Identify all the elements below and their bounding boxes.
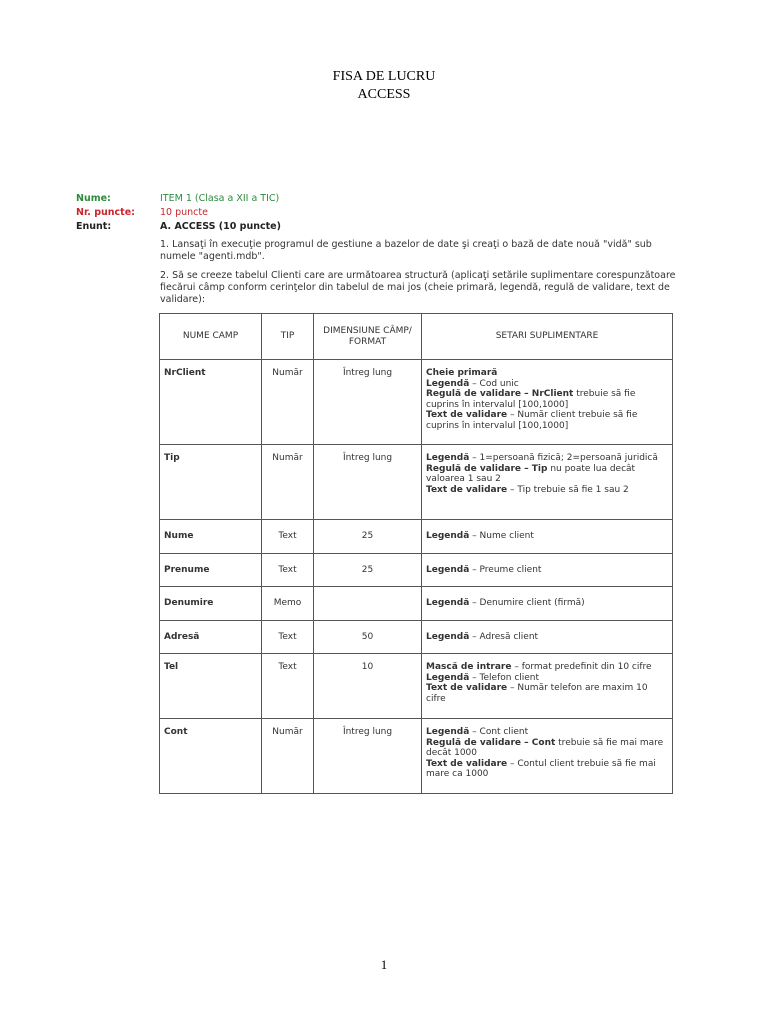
field-size: 25 [314, 554, 422, 587]
table-row [160, 554, 673, 587]
meta-nume-label: Nume: [76, 193, 111, 204]
settings-text: – Număr client trebuie să fie cuprins în intervalul [100,1000] [426, 410, 638, 431]
table-row [160, 520, 673, 554]
field-size: 50 [314, 621, 422, 654]
settings-text: – Tip trebuie să fie 1 sau 2 [507, 484, 629, 495]
field-name: Cont [160, 719, 262, 794]
field-name: Adresă [160, 621, 262, 654]
header-tip: TIP [262, 314, 314, 360]
field-settings [422, 520, 673, 554]
structure-table [159, 313, 673, 794]
field-settings [422, 719, 673, 794]
field-name: Prenume [160, 554, 262, 587]
settings-bold: Regulă de validare – NrClient [426, 389, 574, 399]
settings-bold: Legendă [426, 564, 470, 575]
settings-text: – Contul client trebuie să fie mai mare ca 1000 [426, 758, 656, 779]
meta-nume [76, 192, 279, 205]
meta-puncte-label: Nr. puncte: [76, 207, 135, 218]
field-settings [422, 621, 673, 654]
field-name: Denumire [160, 587, 262, 621]
meta-enunt [76, 220, 281, 233]
settings-bold: Regulă de validare – Cont [426, 737, 556, 748]
field-type: Număr [262, 360, 314, 445]
field-name: Tel [160, 654, 262, 719]
field-settings [422, 554, 673, 587]
table-header-row [160, 314, 673, 360]
instruction-2: 2. Să se creeze tabelul Clienti care are următoarea structură (aplicaţi setările suplimentare corespunzătoare fiecărui câmp conform cerinţelor din tabelul de mai jos (cheie primară, legendă, regulă de validare, text de validare): [160, 270, 676, 305]
settings-text: – Număr telefon are maxim 10 cifre [426, 683, 648, 704]
document-subtitle: ACCESS [357, 87, 411, 102]
settings-text: trebuie să fie mai mare decât 1000 [426, 737, 664, 758]
settings-text: – Nume client [469, 531, 534, 542]
settings-bold: Legendă [426, 727, 470, 737]
settings-text: – format predefinit din 10 cifre [511, 662, 652, 672]
settings-bold: Text de validare [426, 758, 508, 769]
settings-text: – 1=persoană fizică; 2=persoană juridică [469, 453, 658, 463]
settings-text: – Telefon client [469, 672, 540, 683]
field-size: Întreg lung [314, 360, 422, 445]
field-size: Întreg lung [314, 445, 422, 520]
field-type: Text [262, 621, 314, 654]
meta-enunt-value: A. ACCESS (10 puncte) [160, 221, 281, 232]
table-row [160, 654, 673, 719]
field-settings [422, 360, 673, 445]
field-type: Text [262, 654, 314, 719]
field-type: Număr [262, 445, 314, 520]
header-setari: SETARI SUPLIMENTARE [422, 314, 673, 360]
settings-bold: Text de validare [426, 410, 508, 420]
table-row [160, 445, 673, 520]
meta-enunt-label: Enunt: [76, 221, 112, 232]
field-type: Text [262, 520, 314, 554]
table-row [160, 719, 673, 794]
table-row [160, 621, 673, 654]
settings-bold: Mască de intrare [426, 662, 512, 672]
field-size: 25 [314, 520, 422, 554]
meta-puncte-value: 10 puncte [160, 207, 208, 218]
field-settings [422, 445, 673, 520]
settings-bold: Cheie primară [426, 368, 498, 378]
settings-bold: Regulă de validare – Tip [426, 463, 548, 474]
settings-bold: Legendă [426, 598, 470, 609]
settings-bold: Legendă [426, 453, 470, 463]
meta-nume-value: ITEM 1 (Clasa a XII a TIC) [160, 193, 280, 204]
field-size: Întreg lung [314, 719, 422, 794]
settings-text: – Cod unic [469, 378, 519, 389]
settings-text: – Denumire client (firmă) [469, 598, 585, 609]
field-size: 10 [314, 654, 422, 719]
settings-bold: Legendă [426, 672, 470, 683]
settings-bold: Text de validare [426, 484, 508, 495]
settings-bold: Legendă [426, 631, 470, 642]
field-settings [422, 587, 673, 621]
settings-text: – Adresă client [469, 631, 539, 642]
field-type: Număr [262, 719, 314, 794]
field-type: Memo [262, 587, 314, 621]
document-title: FISA DE LUCRU [332, 69, 436, 84]
field-type: Text [262, 554, 314, 587]
meta-puncte [76, 206, 208, 219]
settings-text: nu poate lua decât valoarea 1 sau 2 [426, 463, 636, 484]
header-dimensiune: DIMENSIUNE CÂMP/ FORMAT [314, 314, 422, 360]
table-row [160, 587, 673, 621]
settings-bold: Legendă [426, 531, 470, 542]
instruction-1: 1. Lansaţi în execuţie programul de gestiune a bazelor de date şi creaţi o bază de date nouă "vidă" sub numele "agenti.mdb". [160, 239, 652, 262]
field-name: Tip [160, 445, 262, 520]
field-name: Nume [160, 520, 262, 554]
field-name: NrClient [160, 360, 262, 445]
header-nume-camp: NUME CAMP [160, 314, 262, 360]
field-settings [422, 654, 673, 719]
settings-text: – Cont client [469, 727, 529, 737]
settings-text: trebuie să fie cuprins în intervalul [100,1000] [426, 389, 636, 410]
settings-bold: Text de validare [426, 683, 508, 693]
settings-text: – Preume client [469, 564, 542, 575]
table-row [160, 360, 673, 445]
page-number: 1 [380, 957, 388, 972]
settings-bold: Legendă [426, 378, 470, 389]
field-size [314, 587, 422, 621]
